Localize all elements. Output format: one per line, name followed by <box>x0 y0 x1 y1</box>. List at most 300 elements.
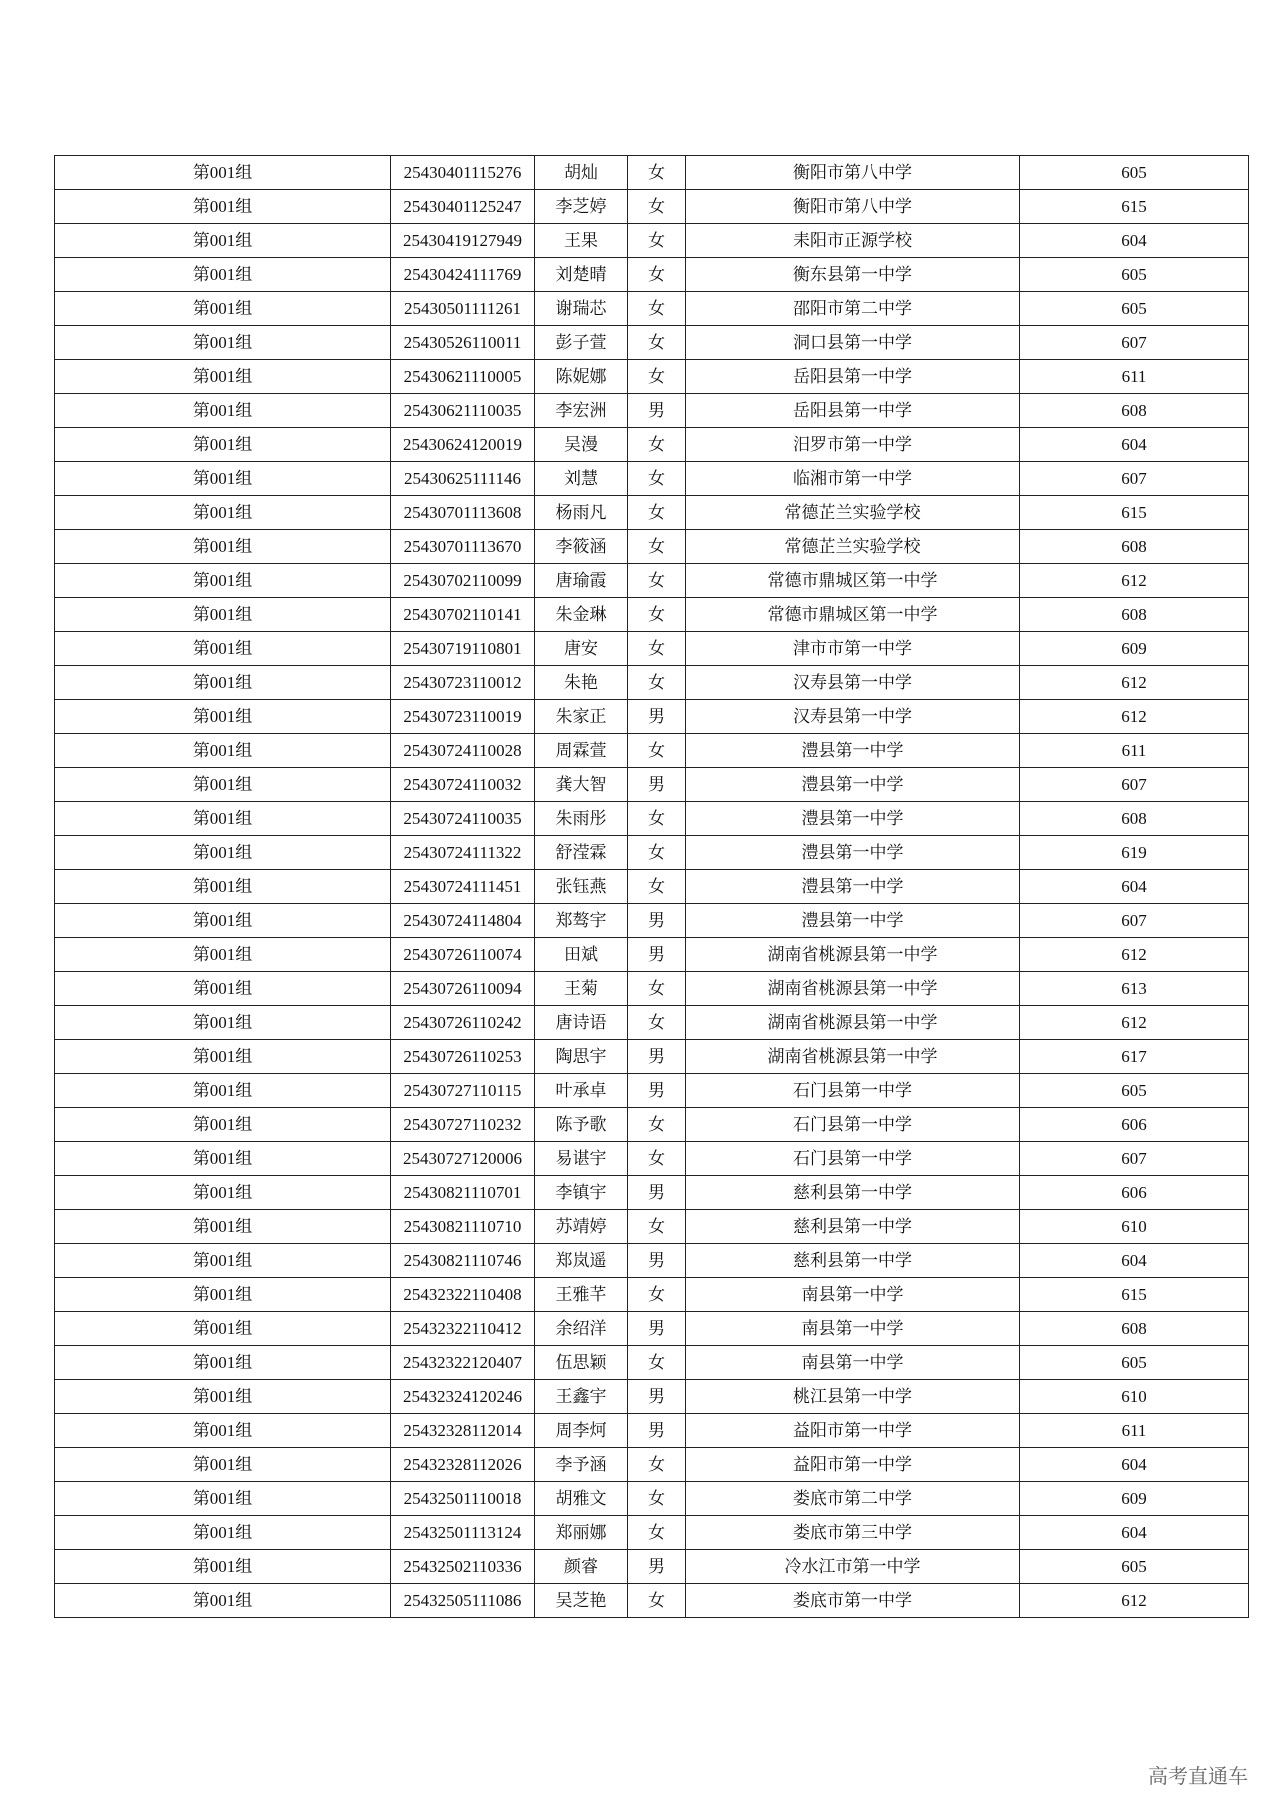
name-cell: 胡雅文 <box>535 1482 628 1516</box>
name-cell: 王果 <box>535 224 628 258</box>
exam-id-cell: 25430724111322 <box>391 836 535 870</box>
score-cell: 605 <box>1020 156 1249 190</box>
table-row <box>55 224 1249 258</box>
gender-cell: 女 <box>628 530 686 564</box>
group-cell: 第001组 <box>55 972 391 1006</box>
exam-id-cell: 25430401115276 <box>391 156 535 190</box>
table-row <box>55 802 1249 836</box>
table-row <box>55 1380 1249 1414</box>
school-cell: 汉寿县第一中学 <box>686 700 1020 734</box>
name-cell: 周李炣 <box>535 1414 628 1448</box>
group-cell: 第001组 <box>55 666 391 700</box>
table-row <box>55 530 1249 564</box>
table-row <box>55 360 1249 394</box>
exam-id-cell: 25430624120019 <box>391 428 535 462</box>
exam-id-cell: 25430723110012 <box>391 666 535 700</box>
exam-id-cell: 25430821110701 <box>391 1176 535 1210</box>
exam-id-cell: 25430701113670 <box>391 530 535 564</box>
group-cell: 第001组 <box>55 1142 391 1176</box>
group-cell: 第001组 <box>55 1346 391 1380</box>
school-cell: 湖南省桃源县第一中学 <box>686 1040 1020 1074</box>
school-cell: 澧县第一中学 <box>686 734 1020 768</box>
name-cell: 李筱涵 <box>535 530 628 564</box>
score-cell: 609 <box>1020 632 1249 666</box>
school-cell: 慈利县第一中学 <box>686 1176 1020 1210</box>
exam-id-cell: 25430501111261 <box>391 292 535 326</box>
score-cell: 604 <box>1020 1244 1249 1278</box>
school-cell: 邵阳市第二中学 <box>686 292 1020 326</box>
table-row <box>55 1584 1249 1618</box>
group-cell: 第001组 <box>55 1040 391 1074</box>
exam-id-cell: 25432324120246 <box>391 1380 535 1414</box>
name-cell: 陶思宇 <box>535 1040 628 1074</box>
table-row <box>55 1550 1249 1584</box>
group-cell: 第001组 <box>55 938 391 972</box>
gender-cell: 男 <box>628 768 686 802</box>
school-cell: 澧县第一中学 <box>686 768 1020 802</box>
exam-id-cell: 25430724110028 <box>391 734 535 768</box>
name-cell: 朱金琳 <box>535 598 628 632</box>
school-cell: 澧县第一中学 <box>686 836 1020 870</box>
table-row <box>55 768 1249 802</box>
school-cell: 南县第一中学 <box>686 1278 1020 1312</box>
score-cell: 607 <box>1020 1142 1249 1176</box>
group-cell: 第001组 <box>55 394 391 428</box>
school-cell: 澧县第一中学 <box>686 802 1020 836</box>
school-cell: 常德芷兰实验学校 <box>686 496 1020 530</box>
score-cell: 612 <box>1020 1584 1249 1618</box>
name-cell: 吴芝艳 <box>535 1584 628 1618</box>
table-row <box>55 1176 1249 1210</box>
score-cell: 604 <box>1020 1448 1249 1482</box>
score-cell: 608 <box>1020 394 1249 428</box>
table-row <box>55 326 1249 360</box>
table-row <box>55 598 1249 632</box>
name-cell: 伍思颖 <box>535 1346 628 1380</box>
school-cell: 衡东县第一中学 <box>686 258 1020 292</box>
exam-id-cell: 25430726110074 <box>391 938 535 972</box>
name-cell: 颜睿 <box>535 1550 628 1584</box>
name-cell: 谢瑞芯 <box>535 292 628 326</box>
name-cell: 胡灿 <box>535 156 628 190</box>
score-cell: 615 <box>1020 1278 1249 1312</box>
watermark: 高考直通车 <box>1148 1764 1248 1788</box>
gender-cell: 女 <box>628 836 686 870</box>
score-cell: 607 <box>1020 904 1249 938</box>
exam-id-cell: 25432322110408 <box>391 1278 535 1312</box>
school-cell: 岳阳县第一中学 <box>686 394 1020 428</box>
exam-id-cell: 25430419127949 <box>391 224 535 258</box>
table-row <box>55 1244 1249 1278</box>
gender-cell: 女 <box>628 462 686 496</box>
exam-id-cell: 25430726110094 <box>391 972 535 1006</box>
name-cell: 杨雨凡 <box>535 496 628 530</box>
table-row <box>55 156 1249 190</box>
group-cell: 第001组 <box>55 700 391 734</box>
table-row <box>55 972 1249 1006</box>
exam-id-cell: 25430401125247 <box>391 190 535 224</box>
gender-cell: 男 <box>628 1074 686 1108</box>
table-row <box>55 1108 1249 1142</box>
table-row <box>55 870 1249 904</box>
gender-cell: 女 <box>628 734 686 768</box>
exam-id-cell: 25432505111086 <box>391 1584 535 1618</box>
exam-id-cell: 25432328112014 <box>391 1414 535 1448</box>
gender-cell: 女 <box>628 802 686 836</box>
table-row <box>55 190 1249 224</box>
school-cell: 娄底市第一中学 <box>686 1584 1020 1618</box>
group-cell: 第001组 <box>55 428 391 462</box>
group-cell: 第001组 <box>55 1108 391 1142</box>
name-cell: 余绍洋 <box>535 1312 628 1346</box>
group-cell: 第001组 <box>55 190 391 224</box>
table-row <box>55 564 1249 598</box>
exam-id-cell: 25432502110336 <box>391 1550 535 1584</box>
score-cell: 608 <box>1020 598 1249 632</box>
name-cell: 彭子萱 <box>535 326 628 360</box>
score-cell: 604 <box>1020 1516 1249 1550</box>
score-cell: 607 <box>1020 462 1249 496</box>
name-cell: 朱雨彤 <box>535 802 628 836</box>
name-cell: 刘楚晴 <box>535 258 628 292</box>
score-cell: 612 <box>1020 700 1249 734</box>
score-cell: 612 <box>1020 564 1249 598</box>
name-cell: 吴漫 <box>535 428 628 462</box>
gender-cell: 女 <box>628 1210 686 1244</box>
name-cell: 郑丽娜 <box>535 1516 628 1550</box>
gender-cell: 女 <box>628 156 686 190</box>
exam-id-cell: 25430526110011 <box>391 326 535 360</box>
score-cell: 615 <box>1020 496 1249 530</box>
school-cell: 益阳市第一中学 <box>686 1414 1020 1448</box>
school-cell: 衡阳市第八中学 <box>686 190 1020 224</box>
table-row <box>55 836 1249 870</box>
group-cell: 第001组 <box>55 156 391 190</box>
gender-cell: 女 <box>628 598 686 632</box>
group-cell: 第001组 <box>55 734 391 768</box>
group-cell: 第001组 <box>55 632 391 666</box>
score-cell: 612 <box>1020 666 1249 700</box>
name-cell: 陈妮娜 <box>535 360 628 394</box>
group-cell: 第001组 <box>55 1244 391 1278</box>
school-cell: 南县第一中学 <box>686 1346 1020 1380</box>
group-cell: 第001组 <box>55 1448 391 1482</box>
gender-cell: 男 <box>628 394 686 428</box>
group-cell: 第001组 <box>55 360 391 394</box>
gender-cell: 女 <box>628 1142 686 1176</box>
score-cell: 605 <box>1020 1074 1249 1108</box>
gender-cell: 男 <box>628 1380 686 1414</box>
gender-cell: 女 <box>628 190 686 224</box>
table-row <box>55 394 1249 428</box>
exam-id-cell: 25430719110801 <box>391 632 535 666</box>
score-cell: 608 <box>1020 530 1249 564</box>
name-cell: 李芝婷 <box>535 190 628 224</box>
gender-cell: 女 <box>628 224 686 258</box>
gender-cell: 男 <box>628 1040 686 1074</box>
score-cell: 611 <box>1020 734 1249 768</box>
group-cell: 第001组 <box>55 564 391 598</box>
gender-cell: 女 <box>628 292 686 326</box>
school-cell: 洞口县第一中学 <box>686 326 1020 360</box>
exam-id-cell: 25430821110746 <box>391 1244 535 1278</box>
name-cell: 舒滢霖 <box>535 836 628 870</box>
gender-cell: 女 <box>628 258 686 292</box>
table-row <box>55 1040 1249 1074</box>
group-cell: 第001组 <box>55 326 391 360</box>
school-cell: 娄底市第二中学 <box>686 1482 1020 1516</box>
name-cell: 唐安 <box>535 632 628 666</box>
score-cell: 612 <box>1020 1006 1249 1040</box>
table-row <box>55 1006 1249 1040</box>
school-cell: 澧县第一中学 <box>686 870 1020 904</box>
name-cell: 唐瑜霞 <box>535 564 628 598</box>
group-cell: 第001组 <box>55 1006 391 1040</box>
group-cell: 第001组 <box>55 1516 391 1550</box>
name-cell: 郑骜宇 <box>535 904 628 938</box>
school-cell: 湖南省桃源县第一中学 <box>686 1006 1020 1040</box>
name-cell: 李予涵 <box>535 1448 628 1482</box>
table-row <box>55 292 1249 326</box>
group-cell: 第001组 <box>55 1482 391 1516</box>
group-cell: 第001组 <box>55 530 391 564</box>
gender-cell: 男 <box>628 1414 686 1448</box>
school-cell: 临湘市第一中学 <box>686 462 1020 496</box>
score-cell: 604 <box>1020 428 1249 462</box>
table-row <box>55 258 1249 292</box>
group-cell: 第001组 <box>55 1074 391 1108</box>
school-cell: 津市市第一中学 <box>686 632 1020 666</box>
score-cell: 606 <box>1020 1176 1249 1210</box>
exam-id-cell: 25432501110018 <box>391 1482 535 1516</box>
admission-list-table <box>54 155 1249 1618</box>
school-cell: 湖南省桃源县第一中学 <box>686 972 1020 1006</box>
gender-cell: 女 <box>628 1482 686 1516</box>
name-cell: 王菊 <box>535 972 628 1006</box>
gender-cell: 女 <box>628 666 686 700</box>
gender-cell: 女 <box>628 870 686 904</box>
exam-id-cell: 25430621110005 <box>391 360 535 394</box>
exam-id-cell: 25430727120006 <box>391 1142 535 1176</box>
name-cell: 李镇宇 <box>535 1176 628 1210</box>
name-cell: 叶承卓 <box>535 1074 628 1108</box>
name-cell: 龚大智 <box>535 768 628 802</box>
exam-id-cell: 25430724111451 <box>391 870 535 904</box>
table-row <box>55 1278 1249 1312</box>
group-cell: 第001组 <box>55 802 391 836</box>
school-cell: 石门县第一中学 <box>686 1074 1020 1108</box>
school-cell: 慈利县第一中学 <box>686 1210 1020 1244</box>
score-cell: 604 <box>1020 870 1249 904</box>
score-cell: 617 <box>1020 1040 1249 1074</box>
exam-id-cell: 25432322110412 <box>391 1312 535 1346</box>
score-cell: 610 <box>1020 1210 1249 1244</box>
table-row <box>55 462 1249 496</box>
group-cell: 第001组 <box>55 904 391 938</box>
school-cell: 耒阳市正源学校 <box>686 224 1020 258</box>
score-cell: 604 <box>1020 224 1249 258</box>
table-row <box>55 1074 1249 1108</box>
table-row <box>55 1142 1249 1176</box>
gender-cell: 女 <box>628 632 686 666</box>
score-cell: 609 <box>1020 1482 1249 1516</box>
exam-id-cell: 25430701113608 <box>391 496 535 530</box>
school-cell: 石门县第一中学 <box>686 1108 1020 1142</box>
table-row <box>55 1210 1249 1244</box>
school-cell: 冷水江市第一中学 <box>686 1550 1020 1584</box>
school-cell: 湖南省桃源县第一中学 <box>686 938 1020 972</box>
score-cell: 605 <box>1020 1550 1249 1584</box>
name-cell: 刘慧 <box>535 462 628 496</box>
school-cell: 汨罗市第一中学 <box>686 428 1020 462</box>
school-cell: 桃江县第一中学 <box>686 1380 1020 1414</box>
school-cell: 常德市鼎城区第一中学 <box>686 564 1020 598</box>
name-cell: 易谌宇 <box>535 1142 628 1176</box>
score-cell: 619 <box>1020 836 1249 870</box>
gender-cell: 女 <box>628 972 686 1006</box>
table-row <box>55 734 1249 768</box>
group-cell: 第001组 <box>55 1312 391 1346</box>
gender-cell: 女 <box>628 564 686 598</box>
exam-id-cell: 25430702110099 <box>391 564 535 598</box>
gender-cell: 女 <box>628 496 686 530</box>
table-row <box>55 1516 1249 1550</box>
gender-cell: 男 <box>628 904 686 938</box>
score-cell: 605 <box>1020 1346 1249 1380</box>
school-cell: 南县第一中学 <box>686 1312 1020 1346</box>
gender-cell: 男 <box>628 1176 686 1210</box>
gender-cell: 女 <box>628 1346 686 1380</box>
name-cell: 唐诗语 <box>535 1006 628 1040</box>
gender-cell: 女 <box>628 1006 686 1040</box>
group-cell: 第001组 <box>55 598 391 632</box>
group-cell: 第001组 <box>55 224 391 258</box>
gender-cell: 女 <box>628 1448 686 1482</box>
score-cell: 606 <box>1020 1108 1249 1142</box>
name-cell: 王鑫宇 <box>535 1380 628 1414</box>
group-cell: 第001组 <box>55 1380 391 1414</box>
score-cell: 612 <box>1020 938 1249 972</box>
gender-cell: 女 <box>628 1516 686 1550</box>
name-cell: 田斌 <box>535 938 628 972</box>
gender-cell: 女 <box>628 326 686 360</box>
table-row <box>55 496 1249 530</box>
table-row <box>55 700 1249 734</box>
school-cell: 常德芷兰实验学校 <box>686 530 1020 564</box>
exam-id-cell: 25430702110141 <box>391 598 535 632</box>
school-cell: 汉寿县第一中学 <box>686 666 1020 700</box>
exam-id-cell: 25430726110253 <box>391 1040 535 1074</box>
exam-id-cell: 25430621110035 <box>391 394 535 428</box>
exam-id-cell: 25430724110035 <box>391 802 535 836</box>
school-cell: 益阳市第一中学 <box>686 1448 1020 1482</box>
school-cell: 岳阳县第一中学 <box>686 360 1020 394</box>
exam-id-cell: 25430723110019 <box>391 700 535 734</box>
score-cell: 608 <box>1020 1312 1249 1346</box>
score-cell: 605 <box>1020 292 1249 326</box>
name-cell: 周霖萱 <box>535 734 628 768</box>
gender-cell: 女 <box>628 428 686 462</box>
exam-id-cell: 25430625111146 <box>391 462 535 496</box>
name-cell: 朱艳 <box>535 666 628 700</box>
score-cell: 611 <box>1020 360 1249 394</box>
table-row <box>55 1482 1249 1516</box>
table-row <box>55 938 1249 972</box>
exam-id-cell: 25432322120407 <box>391 1346 535 1380</box>
name-cell: 郑岚遥 <box>535 1244 628 1278</box>
group-cell: 第001组 <box>55 496 391 530</box>
group-cell: 第001组 <box>55 1176 391 1210</box>
exam-id-cell: 25432328112026 <box>391 1448 535 1482</box>
gender-cell: 女 <box>628 1278 686 1312</box>
gender-cell: 男 <box>628 1312 686 1346</box>
name-cell: 李宏洲 <box>535 394 628 428</box>
exam-id-cell: 25430821110710 <box>391 1210 535 1244</box>
group-cell: 第001组 <box>55 1278 391 1312</box>
table-row <box>55 428 1249 462</box>
table-row <box>55 1312 1249 1346</box>
gender-cell: 男 <box>628 700 686 734</box>
table-row <box>55 632 1249 666</box>
table-row <box>55 904 1249 938</box>
score-cell: 615 <box>1020 190 1249 224</box>
group-cell: 第001组 <box>55 292 391 326</box>
name-cell: 王雅芊 <box>535 1278 628 1312</box>
exam-id-cell: 25430724114804 <box>391 904 535 938</box>
table-row <box>55 1346 1249 1380</box>
school-cell: 石门县第一中学 <box>686 1142 1020 1176</box>
score-cell: 610 <box>1020 1380 1249 1414</box>
group-cell: 第001组 <box>55 1414 391 1448</box>
exam-id-cell: 25430726110242 <box>391 1006 535 1040</box>
group-cell: 第001组 <box>55 258 391 292</box>
exam-id-cell: 25430424111769 <box>391 258 535 292</box>
group-cell: 第001组 <box>55 870 391 904</box>
name-cell: 陈予歌 <box>535 1108 628 1142</box>
school-cell: 慈利县第一中学 <box>686 1244 1020 1278</box>
school-cell: 娄底市第三中学 <box>686 1516 1020 1550</box>
school-cell: 常德市鼎城区第一中学 <box>686 598 1020 632</box>
school-cell: 澧县第一中学 <box>686 904 1020 938</box>
table-body <box>55 156 1249 1618</box>
school-cell: 衡阳市第八中学 <box>686 156 1020 190</box>
gender-cell: 女 <box>628 1108 686 1142</box>
gender-cell: 女 <box>628 1584 686 1618</box>
table-row <box>55 666 1249 700</box>
exam-id-cell: 25430727110232 <box>391 1108 535 1142</box>
score-cell: 608 <box>1020 802 1249 836</box>
score-cell: 607 <box>1020 768 1249 802</box>
exam-id-cell: 25430724110032 <box>391 768 535 802</box>
name-cell: 苏靖婷 <box>535 1210 628 1244</box>
group-cell: 第001组 <box>55 836 391 870</box>
exam-id-cell: 25432501113124 <box>391 1516 535 1550</box>
table-row <box>55 1414 1249 1448</box>
gender-cell: 女 <box>628 360 686 394</box>
score-cell: 613 <box>1020 972 1249 1006</box>
score-cell: 607 <box>1020 326 1249 360</box>
gender-cell: 男 <box>628 1550 686 1584</box>
score-cell: 611 <box>1020 1414 1249 1448</box>
group-cell: 第001组 <box>55 462 391 496</box>
name-cell: 张钰燕 <box>535 870 628 904</box>
group-cell: 第001组 <box>55 1550 391 1584</box>
gender-cell: 男 <box>628 1244 686 1278</box>
group-cell: 第001组 <box>55 1584 391 1618</box>
gender-cell: 男 <box>628 938 686 972</box>
name-cell: 朱家正 <box>535 700 628 734</box>
group-cell: 第001组 <box>55 1210 391 1244</box>
